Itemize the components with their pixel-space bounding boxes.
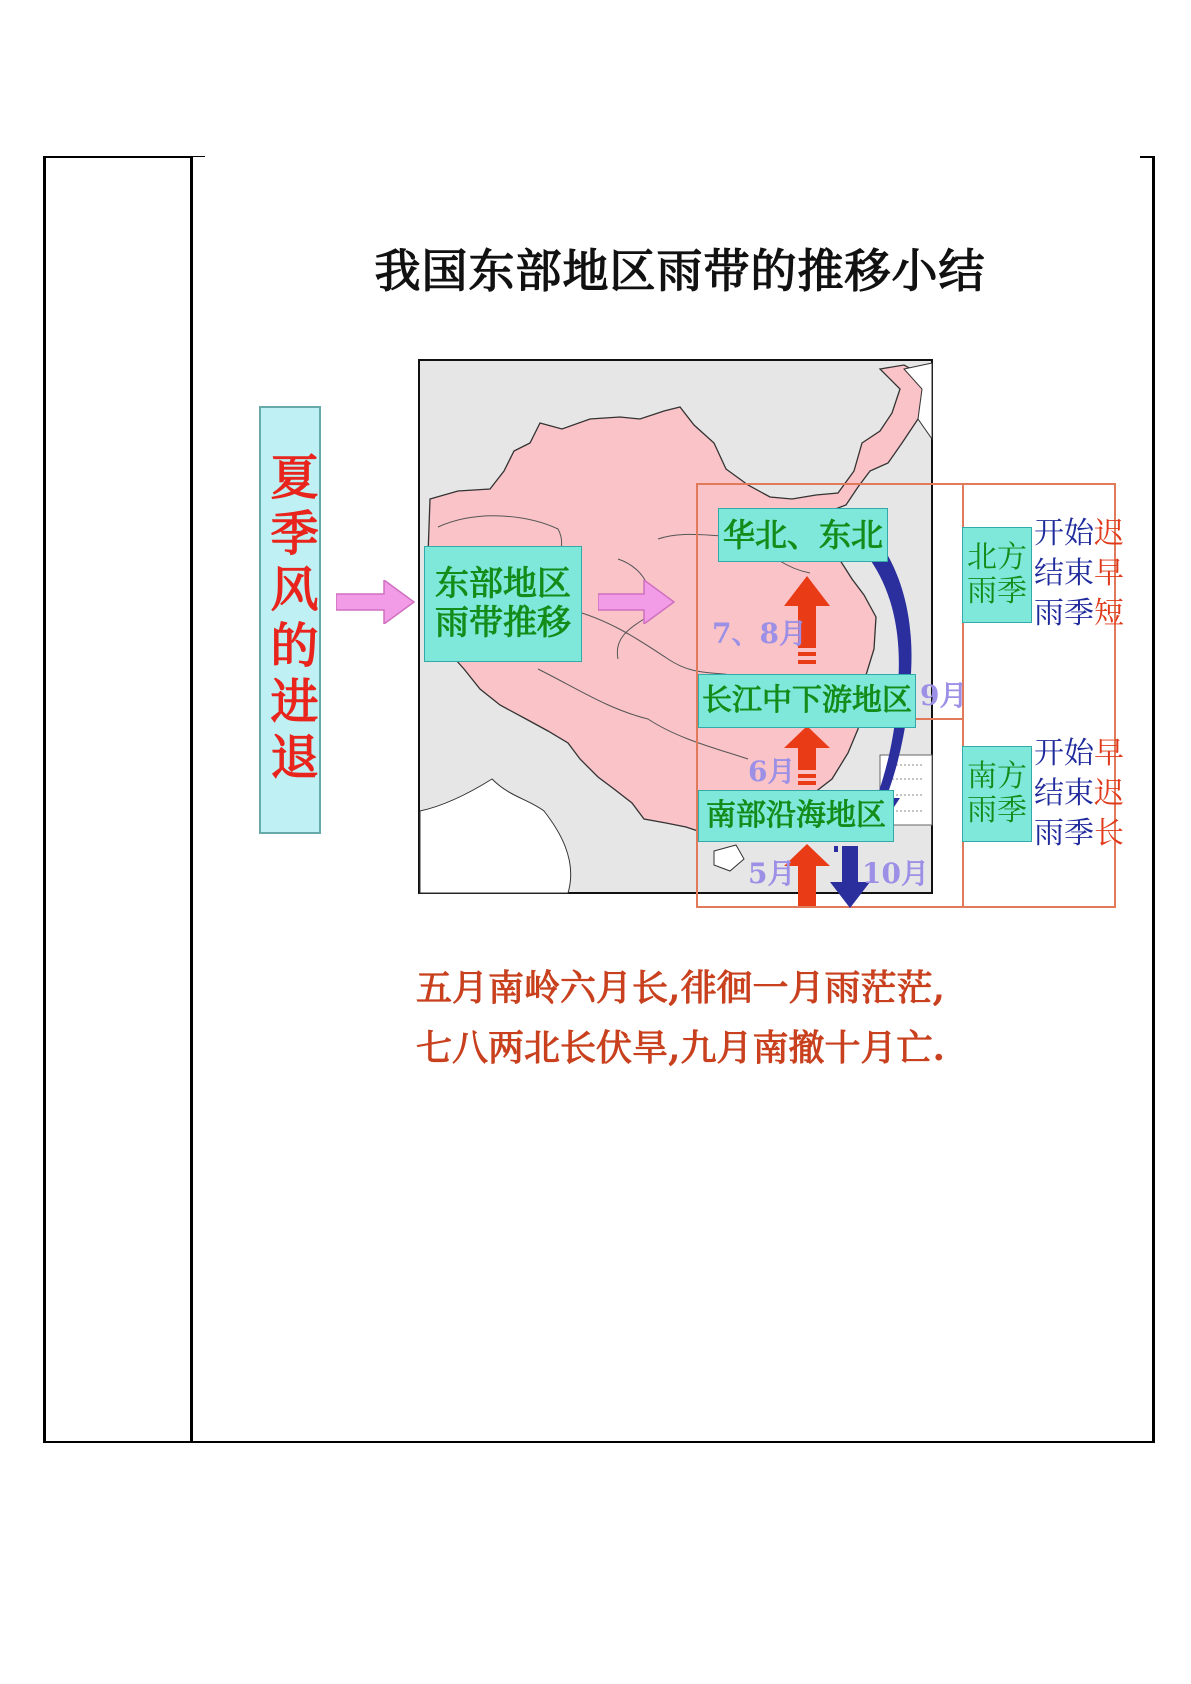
south-row3-text: 雨季 <box>1034 816 1094 851</box>
month-may: 5月 <box>748 857 796 890</box>
north-row2-text: 结束 <box>1034 556 1094 591</box>
month-sep: 9月 <box>920 679 968 712</box>
north-row3-value: 短 <box>1094 596 1124 631</box>
north-season-details <box>1034 514 1124 634</box>
south-label-line2: 雨季 <box>967 793 1027 828</box>
pink-arrow-icon <box>598 580 676 624</box>
north-row3-text: 雨季 <box>1034 596 1094 631</box>
eastern-rainbelt-box <box>424 546 582 662</box>
month-oct: 10月 <box>862 857 929 890</box>
region-north: 华北、东北 <box>718 508 888 562</box>
month-jun: 6月 <box>748 755 796 788</box>
table-border-top <box>43 156 193 158</box>
north-row1-text: 开始 <box>1034 516 1094 551</box>
table-border-right <box>1152 156 1155 1443</box>
south-season-details <box>1034 734 1124 854</box>
table-border-divider <box>190 156 193 1443</box>
pink-arrow-icon <box>336 580 416 624</box>
south-row2-value: 迟 <box>1094 776 1124 811</box>
region-yangtze: 长江中下游地区 <box>698 674 916 728</box>
poem-line-2: 七八两北长伏旱,九月南撤十月亡. <box>416 1027 946 1069</box>
table-border-bottom <box>43 1441 1155 1443</box>
region-south-coast: 南部沿海地区 <box>698 790 894 842</box>
mnemonic-poem <box>416 958 1076 1078</box>
south-label-line1: 南方 <box>967 758 1027 794</box>
south-rainy-season-box <box>962 746 1032 842</box>
month-jul-aug: 7、8月 <box>712 617 807 650</box>
north-rainy-season-box <box>962 527 1032 623</box>
south-row1-text: 开始 <box>1034 736 1094 771</box>
summer-monsoon-label: 夏季风的进退 <box>262 452 318 788</box>
summer-monsoon-box <box>259 406 321 834</box>
poem-line-1: 五月南岭六月长,徘徊一月雨茫茫, <box>416 967 946 1009</box>
eastern-rainbelt-line2: 雨带推移 <box>435 603 571 643</box>
south-row3-value: 长 <box>1094 816 1124 851</box>
eastern-rainbelt-line1: 东部地区 <box>435 563 571 604</box>
north-row1-value: 迟 <box>1094 516 1124 551</box>
table-border-top-stub <box>193 156 205 157</box>
north-row2-value: 早 <box>1094 556 1124 591</box>
north-label-line2: 雨季 <box>967 574 1027 609</box>
north-label-line1: 北方 <box>967 539 1027 575</box>
page-title: 我国东部地区雨带的推移小结 <box>374 244 986 298</box>
south-row2-text: 结束 <box>1034 776 1094 811</box>
south-row1-value: 早 <box>1094 736 1124 771</box>
table-border-top-right <box>1140 156 1155 158</box>
table-border-left <box>43 156 46 1443</box>
